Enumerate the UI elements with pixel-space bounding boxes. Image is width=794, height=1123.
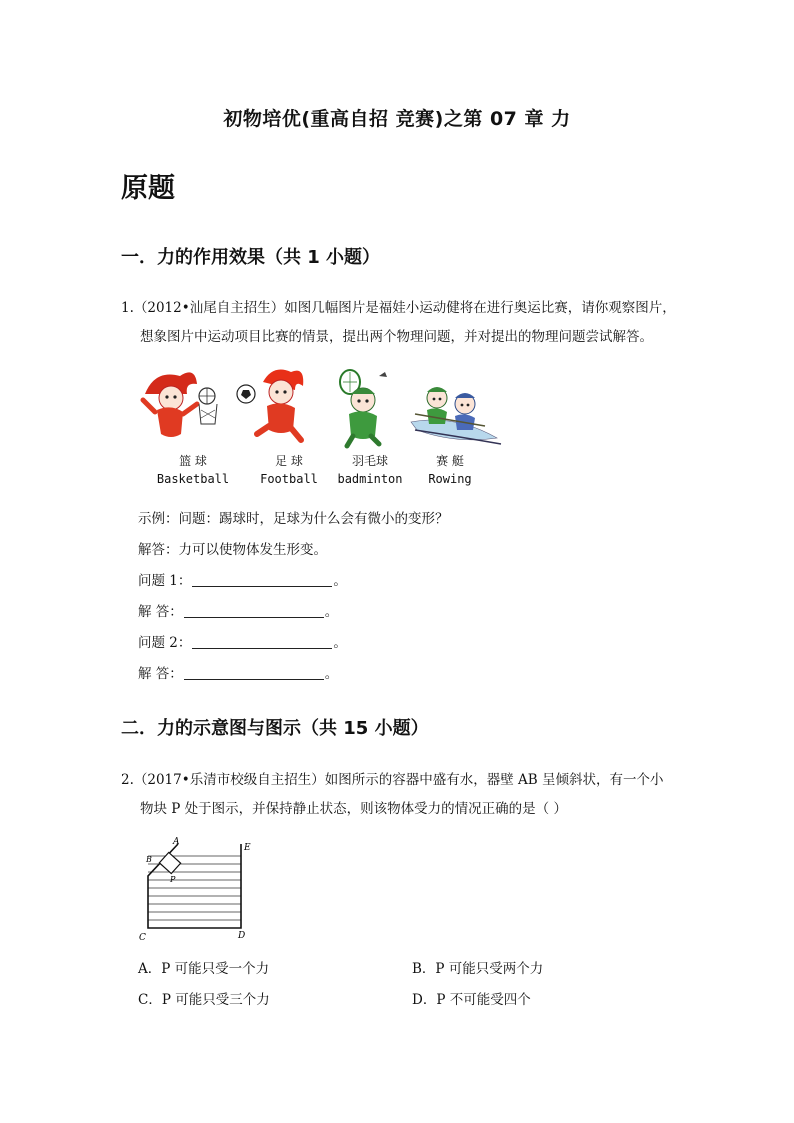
sport-label-rowing bbox=[400, 452, 500, 488]
question-1-blank[interactable] bbox=[192, 572, 332, 587]
answer-1-blank-row bbox=[138, 600, 338, 620]
container-walls bbox=[148, 844, 241, 928]
sport-en-badminton: badminton bbox=[337, 472, 403, 486]
option-c[interactable]: C．P 可能只受三个力 bbox=[138, 992, 270, 1008]
answer-2-label: 解 答： bbox=[138, 666, 183, 682]
sport-en-rowing: Rowing bbox=[428, 472, 472, 486]
sport-en-football: Football bbox=[260, 472, 318, 486]
end-mark: 。 bbox=[324, 604, 339, 620]
example-question: 示例：问题：踢球时，足球为什么会有微小的变形？ bbox=[138, 511, 449, 527]
example-answer: 解答：力可以使物体发生形变。 bbox=[138, 542, 327, 558]
question-2-blank[interactable] bbox=[192, 634, 332, 649]
sport-cn-badminton: 羽毛球 bbox=[351, 454, 388, 468]
question-1-line1: 1.（2012•汕尾自主招生）如图几幅图片是福娃小运动健将在进行奥运比赛，请你观察图片， bbox=[121, 300, 676, 316]
document-title: 初物培优(重高自招 竞赛)之第 07 章 力 bbox=[223, 108, 571, 130]
section-main-heading: 原题 bbox=[121, 173, 175, 204]
answer-2-blank-row bbox=[138, 662, 338, 682]
label-p: P bbox=[170, 875, 176, 884]
label-d: D bbox=[238, 931, 246, 941]
question-2-line2: 物块 P 处于图示，并保持静止状态，则该物体受力的情况正确的是（ ） bbox=[140, 801, 567, 817]
question-1-blank-row bbox=[138, 569, 347, 589]
end-mark: 。 bbox=[333, 573, 347, 589]
football-fuwa-figure bbox=[237, 370, 303, 440]
option-a[interactable]: A．P 可能只受一个力 bbox=[138, 961, 270, 977]
sport-cn-basketball: 篮 球 bbox=[179, 454, 207, 468]
question-2-blank-row bbox=[138, 631, 347, 651]
option-b[interactable]: B．P 可能只受两个力 bbox=[412, 961, 544, 977]
sport-label-basketball bbox=[143, 452, 243, 488]
answer-2-blank[interactable] bbox=[184, 665, 324, 680]
question-2-line1: 2.（2017•乐清市校级自主招生）如图所示的容器中盛有水，器壁 AB 呈倾斜状，有一个小 bbox=[121, 772, 664, 788]
section2-heading: 二．力的示意图与图示（共 15 小题） bbox=[121, 718, 429, 739]
question-2-label: 问题 2： bbox=[138, 635, 192, 651]
answer-1-label: 解 答： bbox=[138, 604, 183, 620]
label-b: B bbox=[146, 855, 152, 864]
label-a: A bbox=[173, 837, 180, 847]
label-c: C bbox=[139, 933, 146, 943]
basketball-fuwa-figure bbox=[143, 372, 217, 437]
question-1-text bbox=[121, 294, 701, 352]
option-d[interactable]: D．P 不可能受四个 bbox=[412, 992, 531, 1008]
end-mark: 。 bbox=[324, 666, 339, 682]
end-mark: 。 bbox=[333, 635, 347, 651]
question-1-label: 问题 1： bbox=[138, 573, 192, 589]
sport-cn-rowing: 赛 艇 bbox=[436, 454, 464, 468]
label-e: E bbox=[244, 843, 251, 853]
section1-heading: 一．力的作用效果（共 1 小题） bbox=[121, 247, 381, 268]
rowing-fuwa-figure bbox=[411, 387, 501, 444]
badminton-fuwa-figure bbox=[340, 370, 387, 446]
sport-en-basketball: Basketball bbox=[156, 472, 230, 486]
question-1-line2: 想象图片中运动项目比赛的情景，提出两个物理问题，并对提出的物理问题尝试解答。 bbox=[140, 329, 653, 345]
container-diagram bbox=[138, 834, 258, 944]
fuwa-sports-illustration bbox=[135, 364, 505, 450]
question-2-text bbox=[121, 766, 701, 824]
sport-cn-football: 足 球 bbox=[275, 454, 303, 468]
answer-1-blank[interactable] bbox=[184, 603, 324, 618]
